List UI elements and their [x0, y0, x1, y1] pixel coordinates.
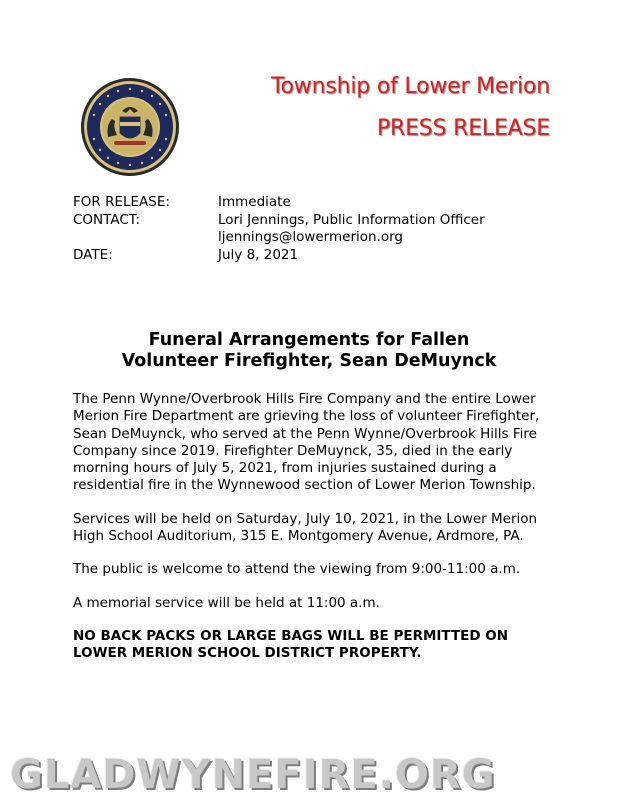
- paragraph-announcement: The Penn Wynne/Overbrook Hills Fire Company and the entire Lower Merion Fire Department are grieving the loss of volunteer Firefighter, Sean DeMuynck, who served at the Penn Wynne/Overbrook Hills Fire Company since 2019. Firefighter DeMuynck, 35, died in the early morning hours of July 5, 2021, from injuries sustained during a residential fire in the Wynnewood section of Lower Merion Township.: [73, 391, 540, 494]
- release-info: [73, 194, 485, 264]
- paragraph-bag-notice: NO BACK PACKS OR LARGE BAGS WILL BE PERMITTED ON LOWER MERION SCHOOL DISTRICT PROPERTY.: [73, 627, 509, 662]
- watermark-text: GLADWYNEFIRE.ORG: [10, 752, 496, 798]
- date-value: July 8, 2021: [218, 246, 299, 263]
- township-seal-icon: [80, 77, 180, 177]
- paragraph-services: Services will be held on Saturday, July 10, 2021, in the Lower Merion High School Auditorium, 315 E. Montgomery Avenue, Ardmore, PA.: [73, 510, 538, 545]
- contact-name: Lori Jennings, Public Information Officer: [218, 211, 485, 228]
- title-line-2: Volunteer Firefighter, Sean DeMuynck: [121, 351, 497, 371]
- title-line-1: Funeral Arrangements for Fallen: [148, 330, 470, 350]
- contact-row: [73, 212, 485, 230]
- press-release-heading: PRESS RELEASE: [376, 116, 550, 141]
- org-name-heading: Township of Lower Merion: [271, 74, 550, 99]
- contact-email-row: [73, 229, 485, 247]
- date-label: DATE:: [73, 246, 113, 263]
- article-body: [73, 391, 563, 679]
- release-row: [73, 194, 485, 212]
- article-title: [0, 330, 618, 372]
- date-row: [73, 247, 485, 265]
- paragraph-memorial: A memorial service will be held at 11:00 a.m.: [73, 594, 380, 611]
- paragraph-viewing: The public is welcome to attend the viewing from 9:00-11:00 a.m.: [73, 561, 521, 578]
- contact-email: ljennings@lowermerion.org: [218, 229, 404, 245]
- release-label: FOR RELEASE:: [73, 194, 170, 210]
- contact-label: CONTACT:: [73, 211, 141, 228]
- release-value: Immediate: [218, 194, 291, 210]
